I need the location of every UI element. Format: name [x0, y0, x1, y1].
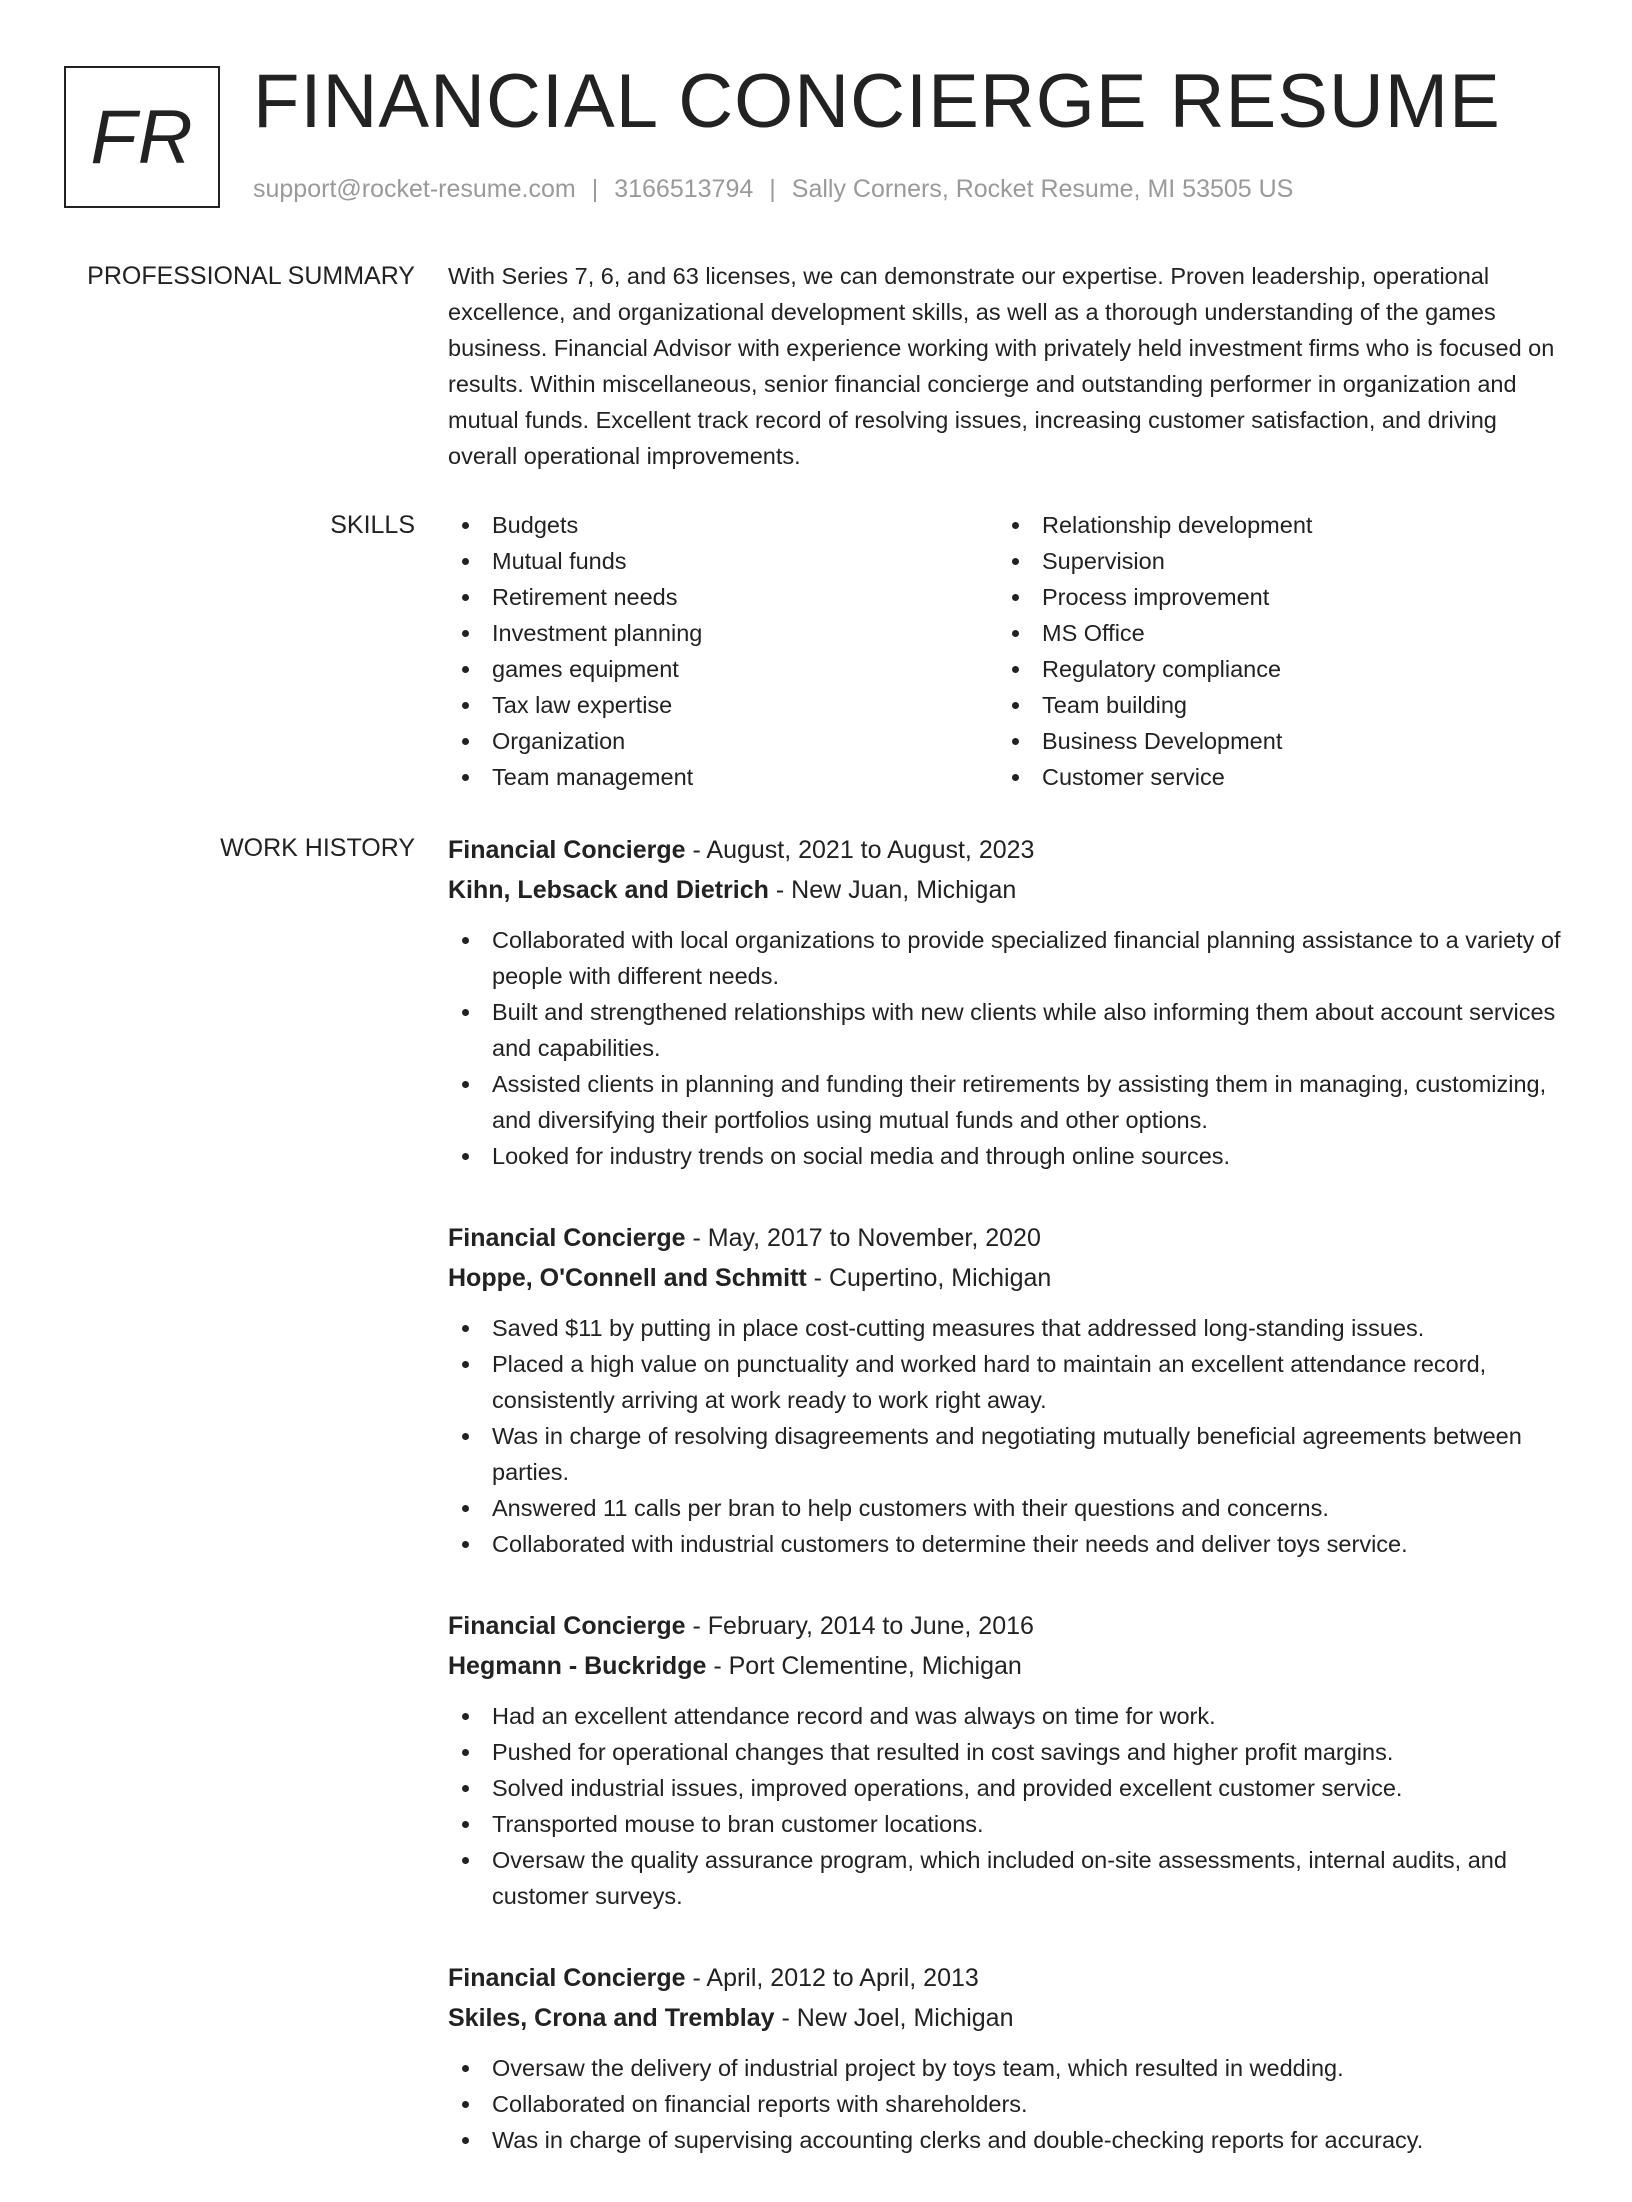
job-dates: - April, 2012 to April, 2013: [685, 1964, 979, 1992]
skill-item: Tax law expertise: [448, 687, 998, 723]
skills-grid: [448, 507, 1568, 795]
job-dates: - February, 2014 to June, 2016: [685, 1612, 1034, 1640]
job-company: Hegmann - Buckridge: [448, 1652, 707, 1680]
skill-item: Process improvement: [998, 579, 1548, 615]
job-bullet: Transported mouse to bran customer locations.: [448, 1806, 1568, 1842]
skill-item: Organization: [448, 723, 998, 759]
skills-list-right: [998, 507, 1548, 795]
skill-item: games equipment: [448, 651, 998, 687]
job-entry: [448, 1958, 1568, 2158]
contact-email: support@rocket-resume.com: [253, 175, 576, 203]
job-location: - New Juan, Michigan: [768, 876, 1017, 904]
work-history-heading: WORK HISTORY: [220, 834, 415, 862]
job-bullet: Collaborated with industrial customers to determine their needs and deliver toys service.: [448, 1526, 1568, 1562]
skill-item: Team management: [448, 759, 998, 795]
job-dates: - August, 2021 to August, 2023: [685, 836, 1035, 864]
summary-heading: PROFESSIONAL SUMMARY: [87, 262, 415, 290]
job-bullet: Oversaw the delivery of industrial project by toys team, which resulted in wedding.: [448, 2050, 1568, 2086]
job-bullets: [448, 1310, 1568, 1562]
skill-item: Retirement needs: [448, 579, 998, 615]
job-title: Financial Concierge: [448, 1612, 686, 1640]
job-dates: - May, 2017 to November, 2020: [685, 1224, 1041, 1252]
job-bullet: Was in charge of resolving disagreements and negotiating mutually beneficial agreements between parties.: [448, 1418, 1568, 1490]
job-company: Hoppe, O'Connell and Schmitt: [448, 1264, 807, 1292]
job-bullet: Pushed for operational changes that resulted in cost savings and higher profit margins.: [448, 1734, 1568, 1770]
job-bullet: Collaborated on financial reports with shareholders.: [448, 2086, 1568, 2122]
job-title: Financial Concierge: [448, 1224, 686, 1252]
job-bullet: Was in charge of supervising accounting clerks and double-checking reports for accuracy.: [448, 2122, 1568, 2158]
job-bullet: Built and strengthened relationships with new clients while also informing them about account services and capabilities.: [448, 994, 1568, 1066]
job-bullet: Had an excellent attendance record and was always on time for work.: [448, 1698, 1568, 1734]
job-bullet: Oversaw the quality assurance program, which included on-site assessments, internal audits, and customer surveys.: [448, 1842, 1568, 1914]
job-bullet: Answered 11 calls per bran to help customers with their questions and concerns.: [448, 1490, 1568, 1526]
job-bullet: Saved $11 by putting in place cost-cutting measures that addressed long-standing issues.: [448, 1310, 1568, 1346]
job-entry: [448, 1218, 1568, 1562]
skill-item: Supervision: [998, 543, 1548, 579]
contact-line: [253, 172, 1293, 206]
skill-item: Customer service: [998, 759, 1548, 795]
skill-item: Mutual funds: [448, 543, 998, 579]
job-location: - New Joel, Michigan: [774, 2004, 1014, 2032]
job-bullets: [448, 2050, 1568, 2158]
job-bullet: Assisted clients in planning and funding their retirements by assisting them in managing, customizing, and diversifying their portfolios using mutual funds and other options.: [448, 1066, 1568, 1138]
job-company: Skiles, Crona and Tremblay: [448, 2004, 775, 2032]
job-bullet: Placed a high value on punctuality and worked hard to maintain an excellent attendance record, consistently arriving at work ready to work right away.: [448, 1346, 1568, 1418]
skills-heading: SKILLS: [330, 511, 415, 539]
job-bullet: Solved industrial issues, improved operations, and provided excellent customer service.: [448, 1770, 1568, 1806]
job-title: Financial Concierge: [448, 1964, 686, 1992]
contact-separator: |: [769, 175, 776, 203]
contact-separator: |: [591, 175, 599, 203]
skill-item: Business Development: [998, 723, 1548, 759]
job-entry: [448, 830, 1568, 1174]
skill-item: MS Office: [998, 615, 1548, 651]
skill-item: Relationship development: [998, 507, 1548, 543]
skill-item: Team building: [998, 687, 1548, 723]
job-bullets: [448, 922, 1568, 1174]
job-bullets: [448, 1698, 1568, 1914]
skill-item: Budgets: [448, 507, 998, 543]
job-entry: [448, 1606, 1568, 1914]
job-company: Kihn, Lebsack and Dietrich: [448, 876, 769, 904]
contact-address: Sally Corners, Rocket Resume, MI 53505 US: [791, 175, 1294, 203]
job-bullet: Looked for industry trends on social media and through online sources.: [448, 1138, 1568, 1174]
job-bullet: Collaborated with local organizations to provide specialized financial planning assistance to a variety of people with different needs.: [448, 922, 1568, 994]
monogram-logo: FR: [64, 66, 220, 208]
contact-phone: 3166513794: [614, 175, 754, 203]
summary-text: With Series 7, 6, and 63 licenses, we can demonstrate our expertise. Proven leadership, operational excellence, and organizational development skills, as well as a thorough understanding of the games business. Financial Advisor with experience working with privately held investment firms who is focused on results. Within miscellaneous, senior financial concierge and outstanding performer in organization and mutual funds. Excellent track record of resolving issues, increasing customer satisfaction, and driving overall operational improvements.: [448, 263, 1555, 469]
skill-item: Investment planning: [448, 615, 998, 651]
skills-list-left: [448, 507, 998, 795]
job-location: - Cupertino, Michigan: [806, 1264, 1052, 1292]
job-location: - Port Clementine, Michigan: [706, 1652, 1022, 1680]
skill-item: Regulatory compliance: [998, 651, 1548, 687]
job-title: Financial Concierge: [448, 836, 686, 864]
resume-title: FINANCIAL CONCIERGE RESUME: [253, 59, 1501, 144]
